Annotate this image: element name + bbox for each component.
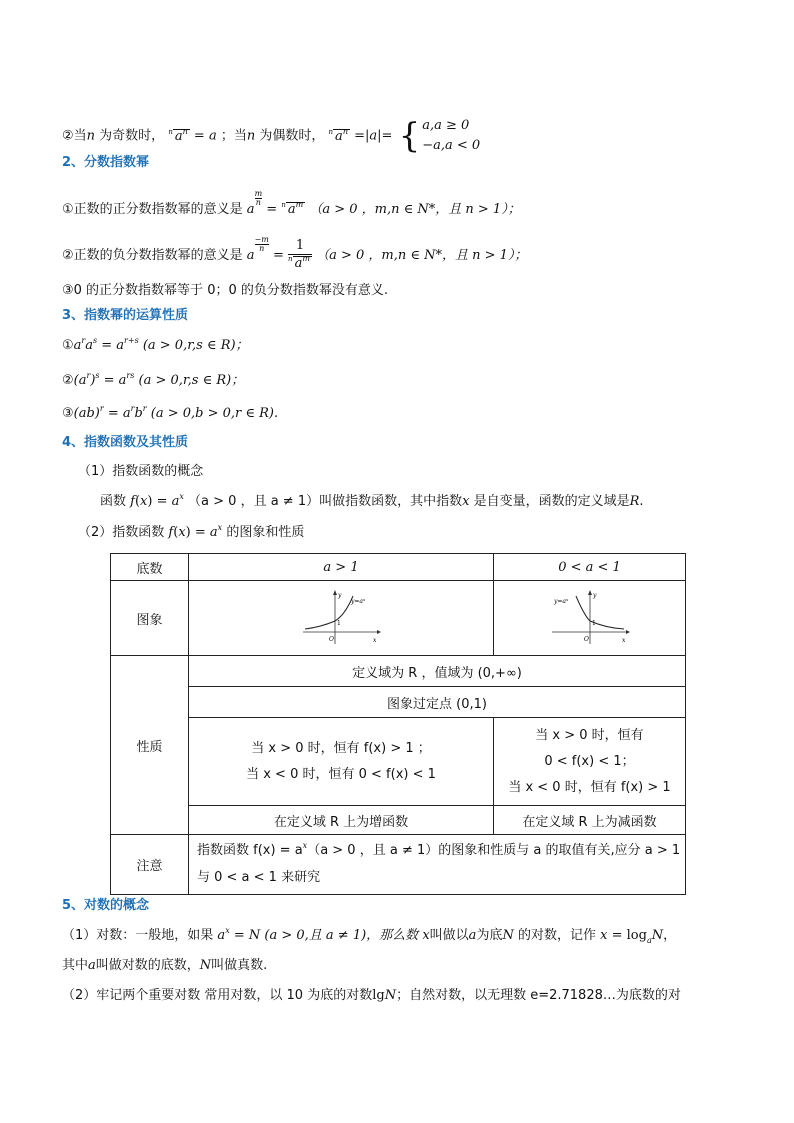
section-3-title: 3、指数幂的运算性质 xyxy=(62,308,189,323)
graph-increasing xyxy=(189,581,494,656)
axis-x-label: x xyxy=(373,637,377,644)
axis-y-label: y xyxy=(338,592,342,599)
axis-one: 1 xyxy=(337,620,341,627)
graph-decreasing xyxy=(494,581,686,656)
curve-label: $y=a^x$ xyxy=(553,597,568,605)
section-4-title: 4、指数函数及其性质 xyxy=(62,435,189,450)
section-4-2-title: （2）指数函数 $f(x) = a^x$ 的图象和性质 xyxy=(78,523,305,540)
case-neg: −a,a < 0 xyxy=(422,138,481,153)
axis-y-label: y xyxy=(592,592,596,599)
axis-origin: O xyxy=(329,636,334,643)
decreasing-values: 当 x > 0 时，恒有 0 < f(x) < 1； 当 x < 0 时，恒有 f(x) > 1 xyxy=(494,718,686,806)
decreasing-graph xyxy=(550,590,630,646)
graph-label: 图象 xyxy=(111,581,189,656)
base-label: 底数 xyxy=(111,554,189,581)
property-label: 性质 xyxy=(111,656,189,835)
positive-fraction-exp: ①正数的正分数指数幂的意义是 a $\frac{m}{n} = ^n$ $a^m$ （a > 0 ，m,n ∈ N*，且 n > 1）； xyxy=(62,189,521,217)
fixed-point: 图象过定点 (0,1) xyxy=(189,687,686,718)
domain-range: 定义域为 R ，值域为 (0,+∞) xyxy=(189,656,686,687)
increasing-values: 当 x > 0 时，恒有 f(x) > 1 ； 当 x < 0 时，恒有 0 < f(x) < 1 xyxy=(189,718,494,806)
nth-root-line: ②当n 为奇数时， $^n$ $a^n = a$ ；当n 为偶数时， $^n$ $a^n =|a|=$ { a,a ≥ 0 −a,a < 0 xyxy=(62,116,481,156)
base-lt1: 0 < a < 1 xyxy=(494,554,686,581)
exp-function-table xyxy=(110,553,686,895)
axis-one: 1 xyxy=(591,620,596,627)
rule-3: ③(ab)$^r$ = $a^rb^r$ (a > 0,b > 0,r ∈ R). xyxy=(62,404,279,421)
axis-x-label: x xyxy=(621,637,625,644)
curve-label: $y=a^x$ xyxy=(351,597,366,605)
increasing-graph xyxy=(301,590,381,646)
section-5-title: 5、对数的概念 xyxy=(62,898,150,913)
note-label: 注意 xyxy=(111,835,189,895)
decreasing-monotonic: 在定义域 R 上为减函数 xyxy=(494,806,686,835)
zero-power-note: ③0 的正分数指数幂等于 0；0 的负分数指数幂没有意义. xyxy=(62,283,388,298)
axis-origin: O xyxy=(583,636,589,643)
section-4-1-title: （1）指数函数的概念 xyxy=(78,464,204,479)
case-nonneg: a,a ≥ 0 xyxy=(422,118,470,133)
log-base-note: 其中a叫做对数的底数，N叫做真数. xyxy=(62,958,268,973)
exp-function-definition: 函数 $f(x) = a^x$ （a > 0 ，且 a ≠ 1）叫做指数函数，其中指数x 是自变量，函数的定义域是R. xyxy=(100,492,644,509)
log-definition: （1）对数：一般地，如果 $a^x = N$ (a > 0,且 a ≠ 1)，那么数 x叫做以a为底N 的对数，记作 $x = \log_aN$， xyxy=(62,926,677,945)
negative-fraction-exp: ②正数的负分数指数幂的意义是 a $\frac{-m}{n}$ = $\frac{1}{^n a^m}$ （a > 0 ，m,n ∈ N*，且 n > 1）； xyxy=(62,235,528,271)
note-text: 指数函数 $f(x) = a^x(a > 0$ ，且 a ≠ 1）的图象和性质与 a 的取值有关,应分 a > 1 与 0 < a < 1 来研究 xyxy=(189,835,686,895)
section-2-title: 2、分数指数幂 xyxy=(62,155,150,170)
rule-2: $②(a^r)^s = a^{rs}$ (a > 0,r,s ∈ R)； xyxy=(62,371,245,388)
rule-1: $①a^ra^s = a^{r+s}$ (a > 0,r,s ∈ R)； xyxy=(62,336,249,353)
important-logs: （2）牢记两个重要对数 常用对数，以 10 为底的对数lgN；自然对数，以无理数 e=2.71828…为底数的对 xyxy=(62,988,681,1003)
base-gt1: a > 1 xyxy=(189,554,494,581)
increasing-monotonic: 在定义域 R 上为增函数 xyxy=(189,806,494,835)
